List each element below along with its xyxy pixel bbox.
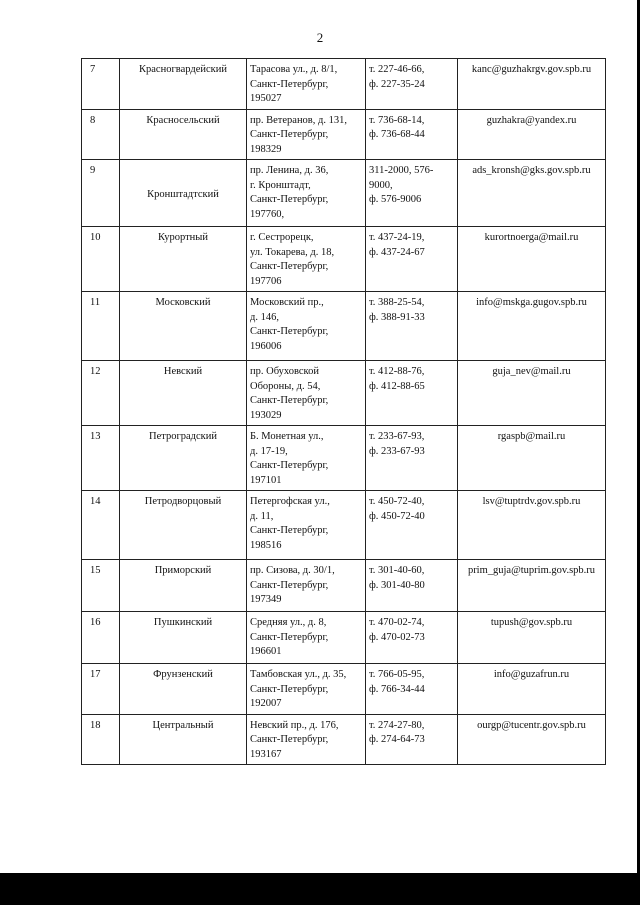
phone-line: т. 388-25-54, [369, 297, 425, 308]
row-number: 17 [82, 664, 120, 715]
phone-line: ф. 301-40-80 [369, 579, 425, 591]
address-line: Санкт-Петербург, [250, 194, 329, 205]
row-number: 7 [82, 59, 120, 110]
district-name: Петроградский [120, 426, 247, 491]
address-cell [247, 426, 366, 491]
address-line: Тарасова ул., д. 8/1, [250, 64, 338, 75]
address-cell [247, 361, 366, 426]
phone-cell [366, 361, 458, 426]
phone-cell [366, 560, 458, 612]
email-address: ourgp@tucentr.gov.spb.ru [458, 714, 606, 765]
scan-bottom-band [0, 873, 640, 905]
table-row [82, 361, 606, 426]
address-line: Санкт-Петербург, [250, 631, 329, 643]
email-address: tupush@gov.spb.ru [458, 612, 606, 664]
address-line: Санкт-Петербург, [250, 78, 329, 90]
district-contacts-table [81, 58, 606, 765]
phone-line: т. 227-46-66, [369, 64, 425, 75]
address-line: Санкт-Петербург, [250, 734, 329, 745]
address-line: Б. Монетная ул., [250, 431, 324, 442]
address-line: г. Кронштадт, [250, 179, 311, 191]
phone-line: т. 450-72-40, [369, 496, 425, 507]
page-number: 2 [316, 30, 324, 45]
email-address: guja_nev@mail.ru [458, 361, 606, 426]
email-address: guzhakra@yandex.ru [458, 109, 606, 160]
address-line: 192007 [250, 698, 282, 709]
phone-line: ф. 766-34-44 [369, 683, 425, 695]
row-number: 14 [82, 491, 120, 560]
phone-cell [366, 160, 458, 227]
phone-line: ф. 450-72-40 [369, 510, 425, 522]
phone-cell [366, 714, 458, 765]
row-number: 9 [82, 160, 120, 227]
phone-cell [366, 664, 458, 715]
address-line: Обороны, д. 54, [250, 380, 321, 392]
address-line: г. Сестрорецк, [250, 232, 314, 243]
district-name: Красногвардейский [120, 59, 247, 110]
address-line: Санкт-Петербург, [250, 395, 329, 406]
row-number: 8 [82, 109, 120, 160]
address-line: Санкт-Петербург, [250, 261, 329, 272]
table-row [82, 426, 606, 491]
district-name: Кронштадтский [120, 160, 247, 227]
address-line: 196006 [250, 340, 282, 352]
phone-line: т. 274-27-80, [369, 719, 425, 731]
phone-line: т. 736-68-14, [369, 114, 425, 126]
district-name: Приморский [120, 560, 247, 612]
address-line: д. 17-19, [250, 445, 288, 457]
district-name: Петродворцовый [120, 491, 247, 560]
row-number: 18 [82, 714, 120, 765]
phone-line: ф. 274-64-73 [369, 734, 425, 745]
phone-line: 311-2000, 576- [369, 165, 434, 176]
address-line: 195027 [250, 93, 282, 104]
address-line: д. 11, [250, 510, 274, 522]
phone-line: ф. 412-88-65 [369, 380, 425, 392]
address-line: 196601 [250, 646, 282, 657]
table-row [82, 227, 606, 292]
address-line: пр. Сизова, д. 30/1, [250, 565, 335, 576]
address-line: 197760, [250, 208, 285, 220]
address-line: ул. Токарева, д. 18, [250, 246, 335, 258]
address-line: 193029 [250, 409, 282, 421]
phone-line: ф. 388-91-33 [369, 311, 425, 323]
district-name: Красносельский [120, 109, 247, 160]
address-line: 198329 [250, 143, 282, 155]
phone-line: т. 470-02-74, [369, 617, 425, 628]
address-line: 197101 [250, 474, 282, 486]
phone-line: ф. 233-67-93 [369, 445, 425, 457]
row-number: 11 [82, 292, 120, 361]
phone-cell [366, 612, 458, 664]
email-address: rgaspb@mail.ru [458, 426, 606, 491]
table-row [82, 109, 606, 160]
district-name: Московский [120, 292, 247, 361]
email-address: kurortnoerga@mail.ru [458, 227, 606, 292]
email-address: kanc@guzhakrgv.gov.spb.ru [458, 59, 606, 110]
email-address: info@guzafrun.ru [458, 664, 606, 715]
table-row [82, 292, 606, 361]
phone-line: т. 412-88-76, [369, 366, 425, 377]
district-name: Центральный [120, 714, 247, 765]
address-cell [247, 664, 366, 715]
district-name: Фрунзенский [120, 664, 247, 715]
row-number: 15 [82, 560, 120, 612]
address-line: Тамбовская ул., д. 35, [250, 669, 347, 680]
address-cell [247, 160, 366, 227]
row-number: 10 [82, 227, 120, 292]
district-name: Пушкинский [120, 612, 247, 664]
address-line: 197706 [250, 275, 282, 287]
address-line: Московский пр., [250, 297, 324, 308]
phone-line: т. 766-05-95, [369, 669, 425, 680]
address-line: Невский пр., д. 176, [250, 719, 339, 731]
phone-cell [366, 426, 458, 491]
address-line: Санкт-Петербург, [250, 525, 329, 536]
phone-line: ф. 470-02-73 [369, 631, 425, 643]
address-line: пр. Ветеранов, д. 131, [250, 114, 347, 126]
table-row [82, 714, 606, 765]
phone-line: ф. 227-35-24 [369, 78, 425, 90]
address-line: пр. Ленина, д. 36, [250, 165, 329, 176]
address-line: Санкт-Петербург, [250, 579, 329, 591]
row-number: 12 [82, 361, 120, 426]
row-number: 13 [82, 426, 120, 491]
address-line: Санкт-Петербург, [250, 460, 329, 471]
phone-cell [366, 292, 458, 361]
district-name: Невский [120, 361, 247, 426]
address-line: пр. Обуховской [250, 366, 319, 377]
phone-line: т. 233-67-93, [369, 431, 425, 442]
address-cell [247, 491, 366, 560]
address-cell [247, 612, 366, 664]
address-line: Петергофская ул., [250, 496, 330, 507]
email-address: lsv@tuptrdv.gov.spb.ru [458, 491, 606, 560]
address-line: д. 146, [250, 311, 279, 323]
address-line: Средняя ул., д. 8, [250, 617, 327, 628]
address-line: 197349 [250, 594, 282, 605]
address-cell [247, 109, 366, 160]
address-cell [247, 292, 366, 361]
phone-cell [366, 109, 458, 160]
email-address: ads_kronsh@gks.gov.spb.ru [458, 160, 606, 227]
table-row [82, 612, 606, 664]
district-name: Курортный [120, 227, 247, 292]
phone-line: 9000, [369, 179, 393, 191]
email-address: info@mskga.gugov.spb.ru [458, 292, 606, 361]
email-address: prim_guja@tuprim.gov.spb.ru [458, 560, 606, 612]
table-row [82, 491, 606, 560]
table-row [82, 560, 606, 612]
phone-line: т. 437-24-19, [369, 232, 425, 243]
phone-line: т. 301-40-60, [369, 565, 425, 576]
phone-line: ф. 736-68-44 [369, 129, 425, 140]
phone-cell [366, 491, 458, 560]
row-number: 16 [82, 612, 120, 664]
address-cell [247, 227, 366, 292]
table-row [82, 59, 606, 110]
phone-line: ф. 437-24-67 [369, 246, 425, 258]
address-cell [247, 560, 366, 612]
address-line: 198516 [250, 539, 282, 551]
table-row [82, 160, 606, 227]
address-line: Санкт-Петербург, [250, 326, 329, 337]
table-body [82, 59, 606, 765]
phone-cell [366, 227, 458, 292]
table-row [82, 664, 606, 715]
phone-line: ф. 576-9006 [369, 194, 422, 205]
phone-cell [366, 59, 458, 110]
address-cell [247, 59, 366, 110]
address-line: 193167 [250, 748, 282, 760]
address-line: Санкт-Петербург, [250, 683, 329, 695]
address-cell [247, 714, 366, 765]
address-line: Санкт-Петербург, [250, 129, 329, 140]
